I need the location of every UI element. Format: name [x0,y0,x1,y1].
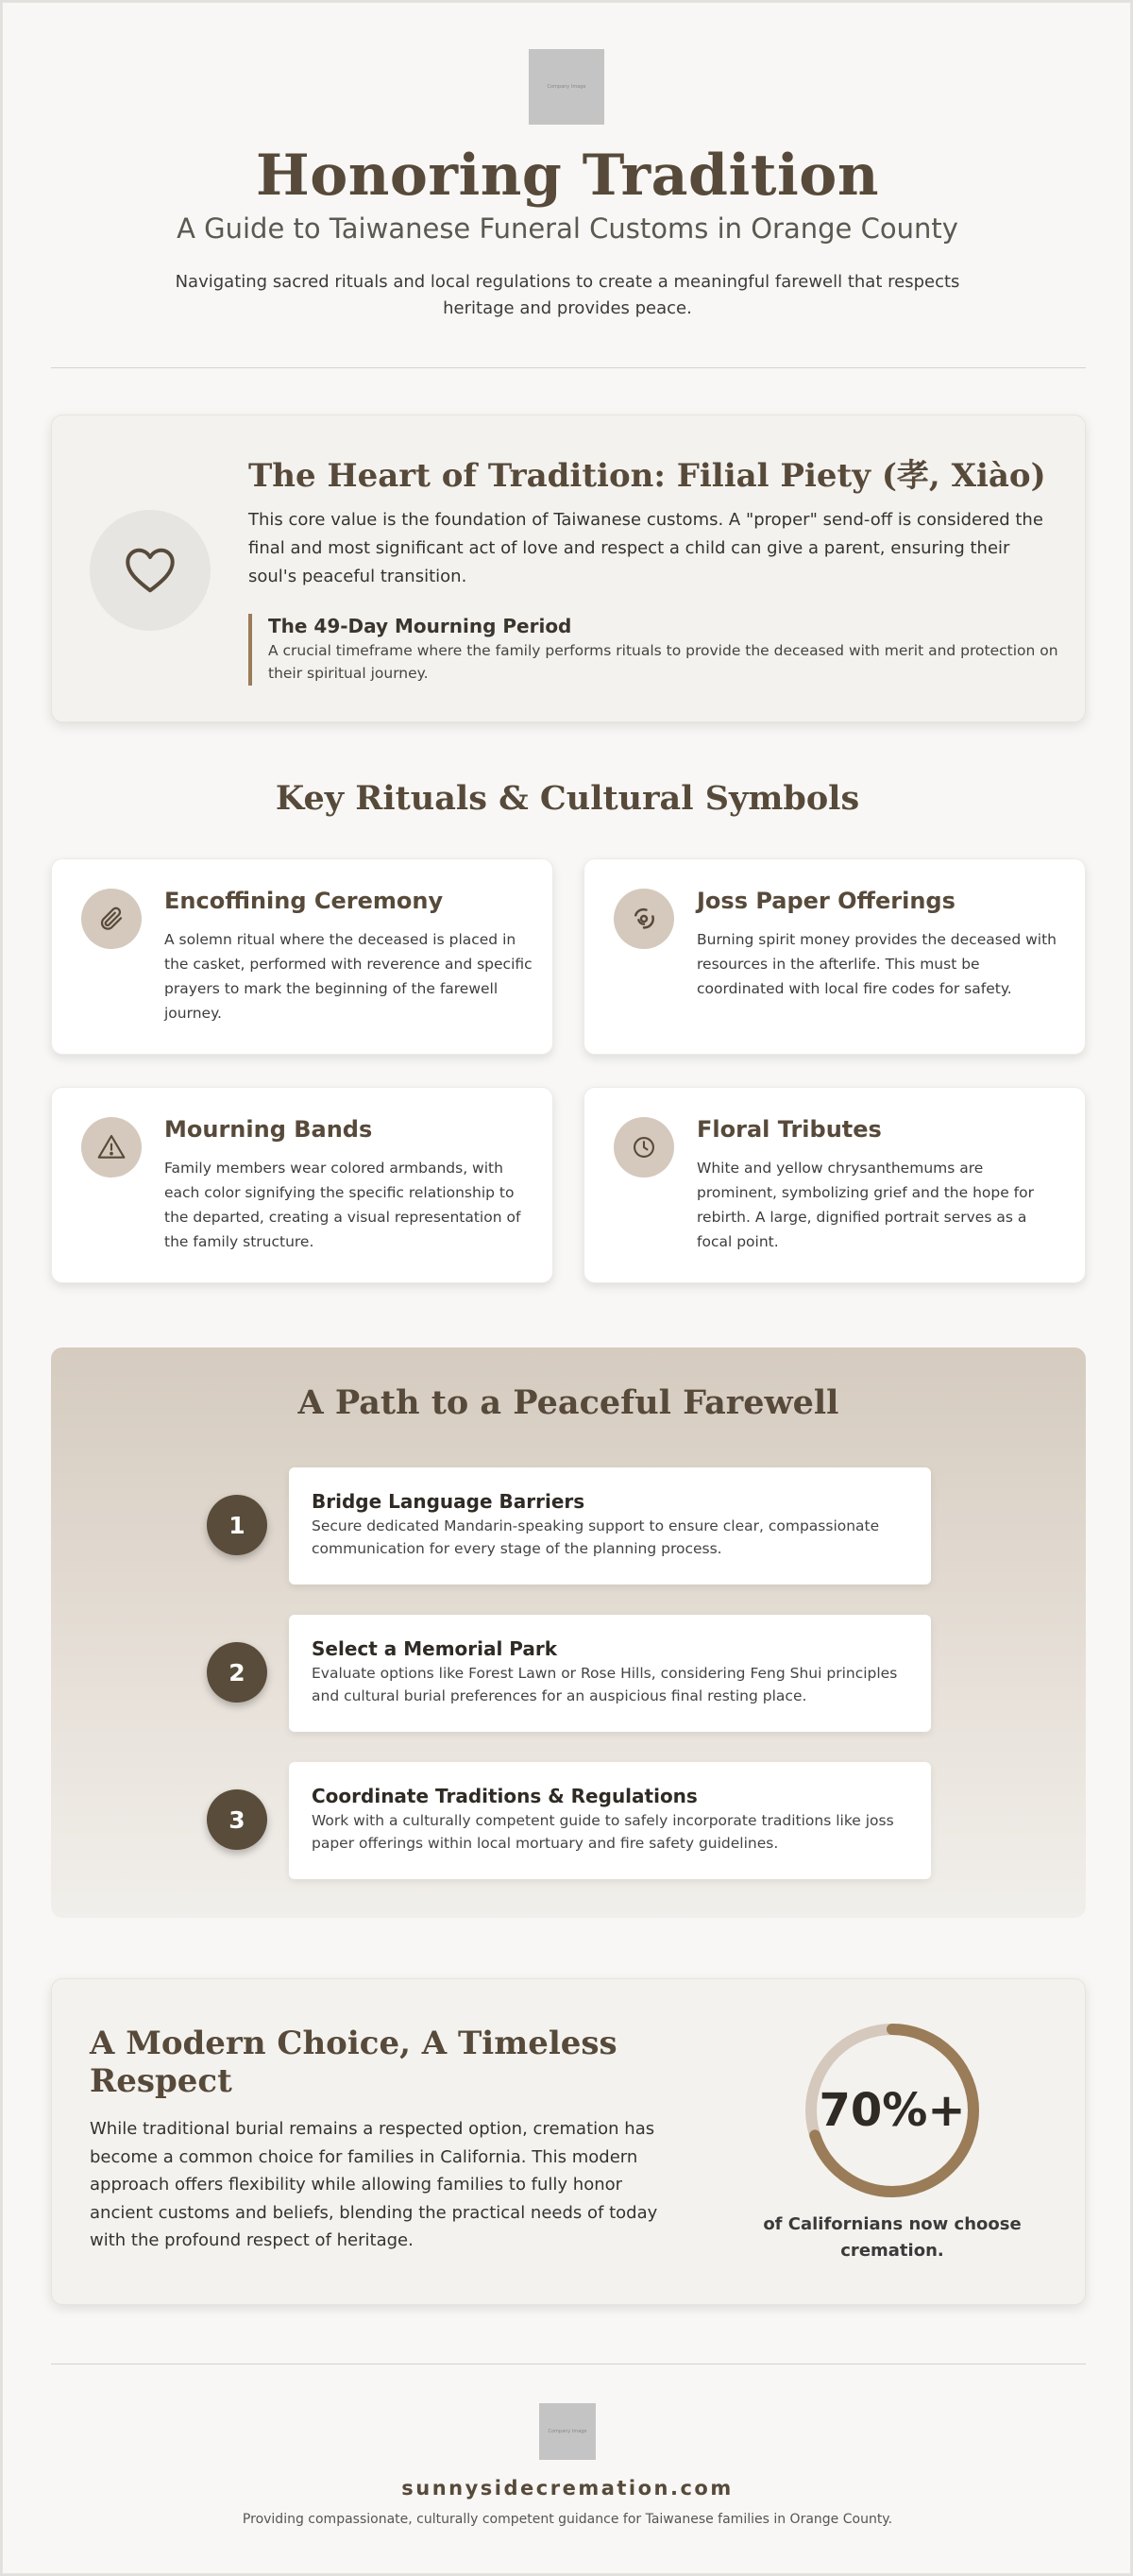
ritual-body: White and yellow chrysanthemums are prominent, symbolizing grief and the hope for rebirth. A large, dignified portrait serves as a focal point. [697,1160,1034,1250]
ritual-title: Encoffining Ceremony [164,888,444,914]
divider [51,367,1086,368]
step-number: 3 [207,1789,267,1850]
ritual-body: Burning spirit money provides the deceased with resources in the afterlife. This must be coordinated with local fire codes for safety. [697,931,1057,997]
filial-body: This core value is the foundation of Taiwanese customs. A "proper" send-off is considered the final and most significant act of love and respect a child can give a parent, ensuring their soul's peaceful transition. [248,510,1043,586]
ritual-title: Floral Tributes [697,1116,882,1143]
header-logo [529,49,604,125]
modern-title: A Modern Choice, A Timeless Respect [90,2025,617,2100]
farewell-path-section [51,1347,1086,1918]
step-card [289,1467,931,1585]
ritual-card-mourning-bands [51,1087,553,1283]
step-title: Coordinate Traditions & Regulations [312,1785,698,1807]
mourning-period-title: The 49-Day Mourning Period [268,615,572,637]
modern-body: While traditional burial remains a respected option, cremation has become a common choice for families in California. This modern approach offers flexibility while allowing families to fully honor ancient customs and beliefs, blending the practical needs of today with the profound respect of heritage. [90,2119,658,2250]
ritual-body: Family members wear colored armbands, with each color signifying the specific relationship to the departed, creating a visual representation of the family structure. [164,1160,521,1250]
footer-logo-alt: Company Image [548,2429,587,2434]
paperclip-icon [81,889,142,949]
ritual-title: Joss Paper Offerings [697,888,955,914]
footer-note: Providing compassionate, culturally competent guidance for Taiwanese families in Orange County. [242,2512,893,2527]
spiral-icon [614,889,674,949]
page-subtitle: A Guide to Taiwanese Funeral Customs in Orange County [177,212,958,245]
step-number: 1 [207,1495,267,1555]
heart-icon [90,510,211,631]
ritual-card-joss-paper [583,858,1086,1055]
step-body: Secure dedicated Mandarin-speaking support to ensure clear, compassionate communication for every stage of the planning process. [312,1517,880,1557]
step-number: 2 [207,1642,267,1703]
page [2,2,1131,2574]
ritual-card-floral-tributes [583,1087,1086,1283]
rituals-title: Key Rituals & Cultural Symbols [275,779,860,818]
step-body: Evaluate options like Forest Lawn or Rose Hills, considering Feng Shui principles and cultural burial preferences for an auspicious final resting place. [312,1665,898,1704]
page-intro: Navigating sacred rituals and local regulations to create a meaningful farewell that respects heritage and provides peace. [175,272,960,318]
ritual-title: Mourning Bands [164,1116,373,1143]
path-title: A Path to a Peaceful Farewell [297,1383,839,1422]
warning-triangle-icon [81,1117,142,1178]
filial-piety-card [51,415,1086,722]
header-logo-alt: Company Image [547,84,586,90]
mourning-period-highlight [248,614,1060,686]
step-title: Select a Memorial Park [312,1637,558,1660]
footer-logo [539,2403,596,2460]
clock-icon [614,1117,674,1178]
footer-site-link[interactable]: sunnysidecremation.com [401,2477,734,2500]
page-title: Honoring Tradition [256,143,879,209]
ritual-card-encoffining [51,858,553,1055]
ritual-body: A solemn ritual where the deceased is placed in the casket, performed with reverence and specific prayers to mark the beginning of the farewell journey. [164,931,533,1022]
step-body: Work with a culturally competent guide to safely incorporate traditions like joss paper offerings within local mortuary and fire safety guidelines. [312,1812,894,1852]
cremation-stat-caption: of Californians now choose cremation. [763,2214,1022,2261]
filial-title: The Heart of Tradition: Filial Piety (孝, Xiào) [248,457,1046,495]
step-card [289,1762,931,1879]
step-title: Bridge Language Barriers [312,1490,585,1513]
mourning-period-body: A crucial timeframe where the family performs rituals to provide the deceased with merit and protection on their spiritual journey. [268,642,1058,682]
step-card [289,1615,931,1732]
modern-choice-card [51,1978,1086,2305]
cremation-stat-value: 70%+ [819,2084,966,2137]
